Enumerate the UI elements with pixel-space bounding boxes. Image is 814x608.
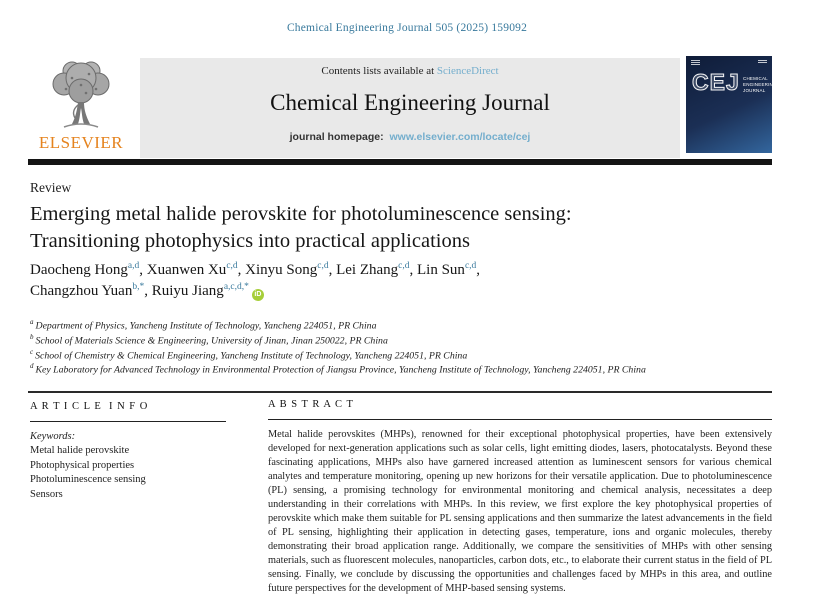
elsevier-logo [26,58,136,158]
author-name: Lin Sun$^{c,d}$, [417,261,481,278]
author-affiliation-sup: c,d [226,261,238,271]
keyword-item: Photophysical properties [30,459,135,471]
affiliation-line: $^b$ School of Materials Science & Engineering, University of Jinan, Jinan 250022, PR China [30,332,388,347]
author-name: Lei Zhang$^{c,d}$, [336,261,417,278]
elsevier-wordmark: ELSEVIER [38,133,124,152]
keyword-item: Sensors [30,488,63,500]
elsevier-tree-icon [42,58,120,132]
affiliation-line: $^c$ School of Chemistry & Chemical Engineering, Yancheng Institute of Technology, Yancheng 224051, PR China [30,347,468,361]
homepage-label: journal homepage: [289,131,384,143]
article-info-rule [30,421,226,422]
keyword-item: Metal halide perovskite [30,445,130,457]
author-affiliation-sup: a,d [127,261,140,271]
homepage-line [140,131,680,143]
author-affiliation-sup: b,* [132,281,145,292]
author-list [30,260,670,301]
author-affiliation-sup: c,d [398,261,410,271]
keywords-block [30,430,230,502]
author-name: Changzhou Yuan$^{b,*}$, [30,281,152,299]
cover-journal-name: CHEMICAL ENGINEERING JOURNAL [743,76,777,93]
author-affiliation-sup: c,d [317,261,329,271]
article-title-line: Emerging metal halide perovskite for photoluminescence sensing: [30,203,572,225]
keywords-label: Keywords: [30,431,76,442]
author-affiliation-sup: c,d [464,261,477,271]
section-divider-rule [28,391,772,393]
author-name: Xinyu Song$^{c,d}$, [245,261,337,278]
contents-line [140,65,680,77]
sciencedirect-link[interactable]: ScienceDirect [436,65,499,77]
affiliation-line: $^d$ Key Laboratory for Advanced Technology in Environmental Protection of Jiangsu Province, Yancheng Institute of Technology, Yancheng 224051, PR China [30,362,646,376]
article-info-heading: A R T I C L E I N F O [30,401,149,412]
abstract-text: Metal halide perovskites (MHPs), renowned for their exceptional photophysical properties, have been extensively developed for next-generation applications such as solar cells, light emitting diodes, lasers, photocatalysts. Beyond these fascinating applications, MHPs also have garnered increased attention as luminescent sensors for various chemical analytes and temperature monitoring, opening up new horizons for their versatile application. Due to photoluminescence (PL) sensing, a promising technology for environmental monitoring and chemical analysis, necessitates a deep understanding in their correlations with MHPs. In this review, we first explore the key photophysical properties of perovskite which make them suitable for PL sensing applications and then summarize the latest advancements in the field of PL sensing, highlighting their application in detecting gases, temperature, ions and organic molecules, thereby demonstrating their broad application range. Additionally, we compare the sensitivities of MHPs with other sensing materials, such as fluorescent molecules, nanoparticles, carbon dots, etc., to elaborate their current status in the field of PL sensing. Finally, we conclude by discussing the opportunities and challenges faced by MHPs in this area, and outline future perspectives for the development of MHP-based sensing systems. [268,429,772,594]
abstract-rule [268,419,772,420]
article-info-column [30,401,230,502]
article-type-label: Review [30,180,72,195]
orcid-icon[interactable]: iD [252,289,264,301]
journal-citation: Chemical Engineering Journal 505 (2025) 159092 [286,22,528,34]
keyword-item: Photoluminescence sensing [30,474,146,486]
author-affiliation-sup: a,c,d,* [223,281,249,292]
contents-prefix: Contents lists available at [321,65,435,77]
cover-corner-marks-right [758,60,767,64]
article-title [30,201,730,255]
cover-corner-marks-left [691,60,700,66]
author-line [30,281,670,302]
author-line [30,260,670,281]
abstract-column [268,399,772,596]
cover-cej-initials: CEJ [692,69,740,95]
author-name: Xuanwen Xu$^{c,d}$, [146,261,246,278]
homepage-url-link[interactable]: www.elsevier.com/locate/cej [389,131,531,143]
abstract-heading: A B S T R A C T [268,399,354,410]
journal-title: Chemical Engineering Journal [270,90,550,115]
journal-banner [140,58,680,158]
author-name: Daocheng Hong$^{a,d}$, [30,261,147,278]
journal-cover-thumbnail [686,56,777,153]
affiliation-list [30,318,774,377]
header-divider-bar [28,159,772,165]
affiliation-line: $^a$ Department of Physics, Yancheng Institute of Technology, Yancheng 224051, PR China [30,318,377,332]
article-title-line: Transitioning photophysics into practical applications [30,230,470,253]
author-name: Ruiyu Jiang$^{a,c,d,*}$ [151,281,249,299]
